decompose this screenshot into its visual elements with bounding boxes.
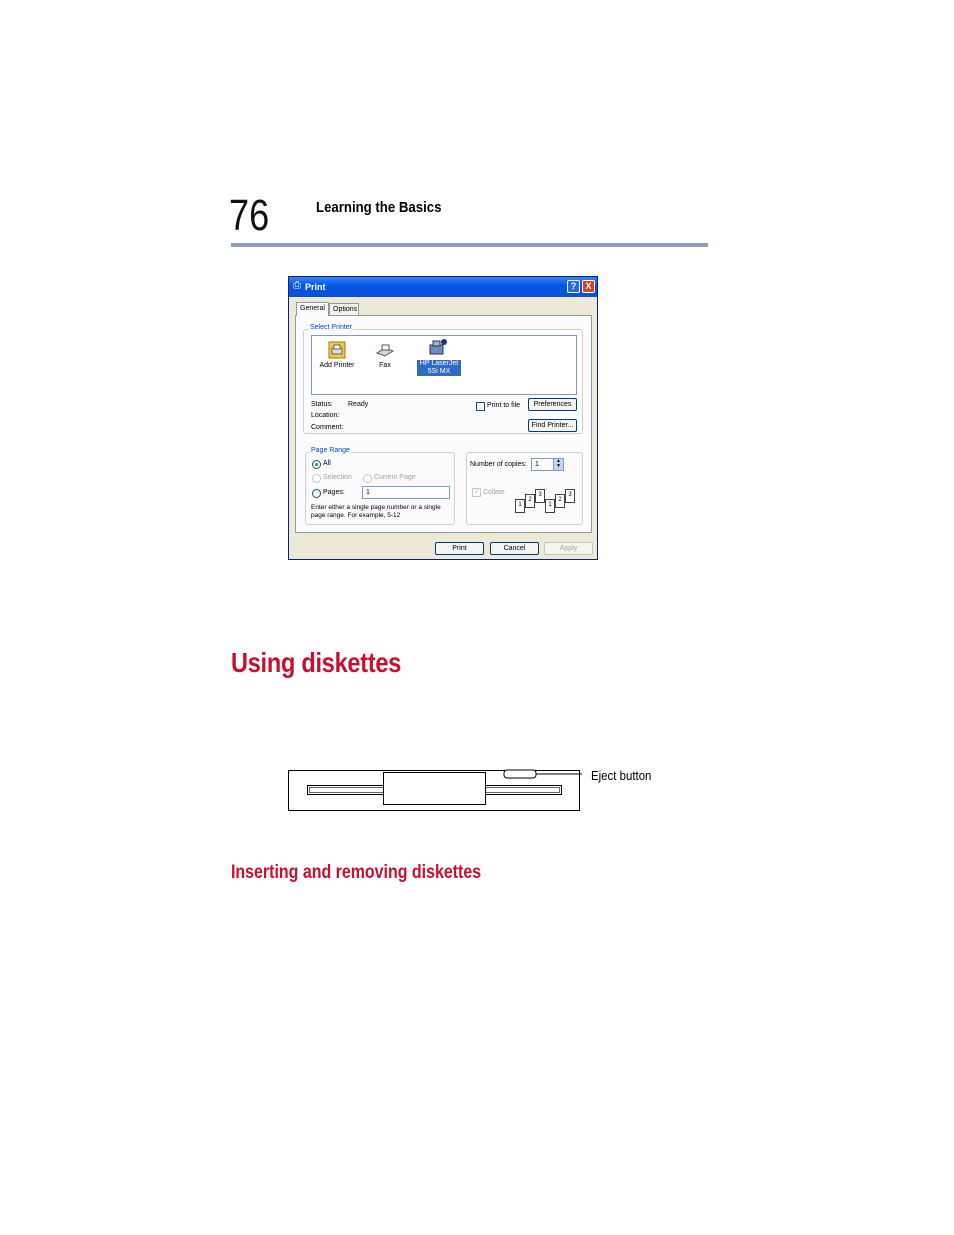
printer-item-hp[interactable] — [417, 338, 461, 376]
sheet-icon: 3 — [565, 489, 575, 503]
current-page-label: Current Page — [374, 474, 416, 481]
running-head: Learning the Basics — [316, 199, 442, 216]
sheet-icon: 3 — [535, 489, 545, 503]
section-heading: Using diskettes — [231, 647, 402, 678]
drive-door — [384, 773, 486, 805]
tab-general[interactable]: General — [296, 302, 329, 316]
current-page-radio — [363, 474, 372, 483]
copies-input[interactable]: 1 — [531, 458, 564, 471]
hint-line: page range. For example, 5-12 — [311, 512, 401, 519]
eject-button-shape — [504, 770, 536, 778]
all-radio[interactable] — [312, 460, 321, 469]
select-printer-legend: Select Printer — [310, 324, 353, 331]
printer-label-line: 5Si MX — [427, 368, 451, 375]
printer-item-fax[interactable] — [370, 340, 400, 370]
printer-label: Add Printer — [319, 362, 355, 369]
diskette-drive-diagram — [286, 766, 584, 814]
pages-radio[interactable] — [312, 489, 321, 498]
printer-list — [311, 335, 577, 395]
add-printer-icon — [327, 340, 347, 360]
dialog-title: Print — [305, 282, 326, 292]
printer-label-selected — [417, 360, 461, 376]
page-range-hint — [311, 504, 456, 520]
comment-label: Comment: — [311, 424, 344, 431]
selection-label: Selection — [323, 474, 352, 481]
sheet-icon: 1 — [515, 499, 525, 513]
dialog-titlebar — [289, 277, 597, 297]
collate-illustration — [515, 489, 581, 519]
fax-icon — [375, 340, 395, 360]
sheet-icon: 2 — [525, 494, 535, 508]
printer-title-icon: ⎙ — [293, 280, 301, 291]
print-button[interactable]: Print — [435, 542, 484, 555]
preferences-button[interactable]: Preferences — [528, 398, 577, 411]
selection-radio — [312, 474, 321, 483]
printer-item-add[interactable] — [317, 340, 357, 370]
apply-button: Apply — [544, 542, 593, 555]
pages-input[interactable]: 1 — [362, 486, 450, 499]
help-button[interactable]: ? — [567, 280, 580, 293]
find-printer-button[interactable]: Find Printer... — [528, 419, 577, 432]
eject-button-label: Eject button — [591, 768, 652, 783]
collate-checkbox: ✓ — [473, 489, 480, 496]
hint-line: Enter either a single page number or a single — [311, 504, 441, 511]
copies-spinner[interactable]: ▲ ▼ — [553, 459, 563, 470]
tab-options[interactable]: Options — [329, 303, 359, 315]
laser-printer-icon — [427, 338, 447, 358]
print-to-file-label: Print to file — [487, 402, 521, 409]
printer-label: Fax — [379, 362, 391, 369]
header-rule — [231, 243, 708, 247]
cancel-button[interactable]: Cancel — [490, 542, 539, 555]
pages-label: Pages: — [323, 489, 345, 496]
sheet-icon: 1 — [545, 499, 555, 513]
page-range-legend: Page Range — [311, 447, 350, 454]
page-number: 76 — [229, 191, 270, 240]
print-to-file-checkbox[interactable] — [476, 402, 485, 411]
copies-label: Number of copies: — [470, 461, 527, 468]
all-label: All — [323, 460, 331, 467]
subsection-heading: Inserting and removing diskettes — [231, 862, 482, 883]
status-label: Status: — [311, 401, 333, 408]
printer-label-line: HP LaserJet — [419, 360, 459, 367]
sheet-icon: 2 — [555, 494, 565, 508]
print-dialog — [288, 276, 598, 560]
location-label: Location: — [311, 412, 340, 419]
close-button[interactable]: X — [582, 280, 595, 293]
status-value: Ready — [348, 401, 369, 408]
collate-label: Collate — [483, 489, 505, 496]
